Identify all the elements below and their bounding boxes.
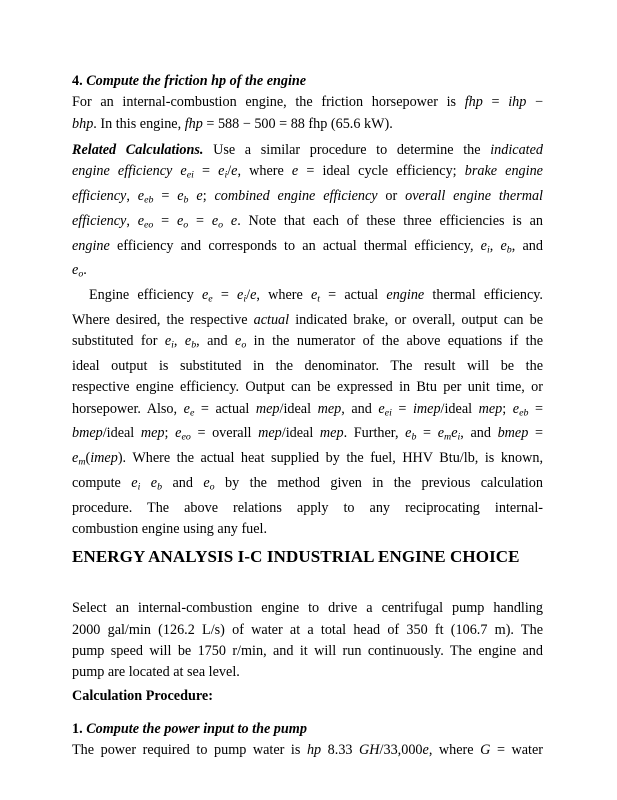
step-number: 1. bbox=[72, 720, 87, 737]
text-line: Engine efficiency $e_e = e_i/e$, where $e_t$ = actual engine thermal efficiency. bbox=[89, 287, 543, 305]
text-line: Select an internal-combustion engine to drive a centrifugal pump handling bbox=[72, 600, 543, 617]
step-title: Compute the power input to the pump bbox=[86, 720, 307, 737]
calculation-procedure-heading: Calculation Procedure: bbox=[72, 688, 213, 705]
page-content bbox=[72, 71, 543, 761]
text-line: $e_o$. bbox=[72, 262, 87, 280]
section-heading: ENERGY ANALYSIS I-C INDUSTRIAL ENGINE CHOICE bbox=[72, 547, 520, 567]
text-line: $e_m(imep)$. Where the actual heat supplied by the fuel, HHV Btu/lb, is known, bbox=[72, 450, 543, 468]
text-line: respective engine efficiency. Output can be expressed in Btu per unit time, or bbox=[72, 379, 543, 396]
step-number: 4. bbox=[72, 73, 87, 89]
text-line: substituted for $e_i$, $e_b$, and $e_o$ in the numerator of the above equations if the bbox=[72, 333, 543, 351]
step-heading-1 bbox=[72, 719, 543, 740]
text-line: pump are located at sea level. bbox=[72, 664, 240, 681]
text-line: compute $e_i$ $e_b$ and $e_o$ by the method given in the previous calculation bbox=[72, 474, 543, 493]
text-line: bhp. In this engine, fhp = 588 − 500 = 88 fhp (65.6 kW). bbox=[72, 115, 393, 132]
text-line: engine efficiency and corresponds to an actual thermal efficiency, $e_i$, $e_b$, and bbox=[72, 237, 543, 256]
text-line: For an internal-combustion engine, the friction horsepower is fhp = ihp − bbox=[72, 94, 543, 111]
text-line: The power required to pump water is hp 8.33 GH/33,000e, where G = water bbox=[72, 742, 543, 759]
related-calculations-paragraph bbox=[72, 140, 543, 285]
text-line: engine efficiency $e_{ei} = e_i/e$, where e = ideal cycle efficiency; brake engine bbox=[72, 163, 543, 181]
text-line: efficiency, $e_{eo} = e_o = e_o$ e. Note that each of these three efficiencies is an bbox=[72, 212, 543, 231]
step-title: Compute the friction hp of the engine bbox=[86, 73, 307, 89]
friction-hp-paragraph bbox=[72, 92, 543, 135]
engine-efficiency-paragraph bbox=[72, 285, 543, 540]
step-heading-4 bbox=[72, 71, 543, 92]
text-line: efficiency, $e_{eb} = e_b$ e; combined engine efficiency or overall engine thermal bbox=[72, 187, 543, 206]
power-input-paragraph bbox=[72, 740, 543, 761]
text-line: Related Calculations. Use a similar procedure to determine the indicated bbox=[72, 141, 543, 158]
text-line: bmep/ideal mep; $e_{eo}$ = overall mep/ideal mep. Further, $e_b = e_me_i$, and bmep = bbox=[72, 425, 543, 443]
text-line: pump speed will be 1750 r/min, and it will run continuously. The engine and bbox=[72, 642, 543, 659]
problem-statement-paragraph bbox=[72, 598, 543, 683]
text-line: Where desired, the respective actual indicated brake, or overall, output can be bbox=[72, 311, 543, 328]
text-line: combustion engine using any fuel. bbox=[72, 520, 268, 537]
text-line: 2000 gal/min (126.2 L/s) of water at a total head of 350 ft (106.7 m). The bbox=[72, 621, 543, 638]
text-line: procedure. The above relations apply to any reciprocating internal- bbox=[72, 499, 543, 516]
text-line: horsepower. Also, $e_e$ = actual mep/ideal mep, and $e_{ei}$ = imep/ideal mep; $e_{eb}$ = bbox=[72, 400, 543, 419]
text-line: ideal output is substituted in the denominator. The result will be the bbox=[72, 357, 543, 374]
